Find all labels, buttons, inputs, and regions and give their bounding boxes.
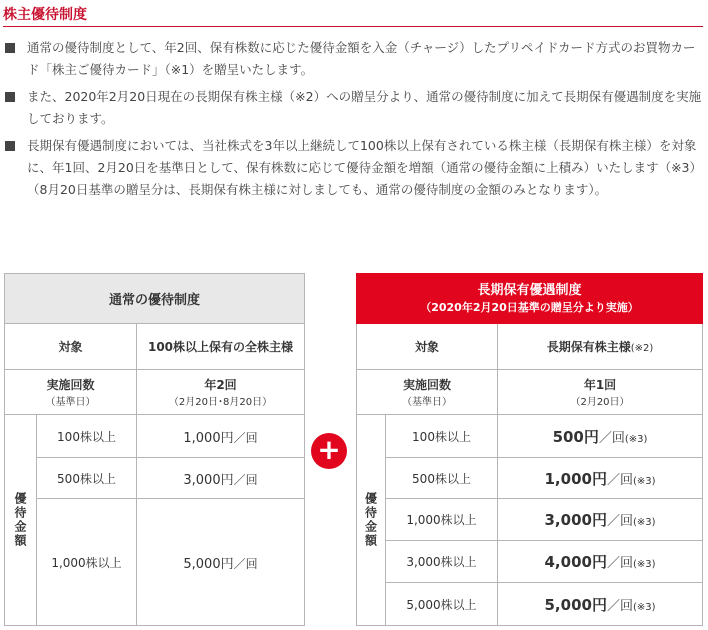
amount-unit: ／回: [233, 472, 258, 487]
long-term-header-sub: （2020年2月20日基準の贈呈分より実施）: [420, 300, 639, 314]
amount-cell: [498, 583, 703, 626]
bullet-item: [3, 135, 703, 201]
amount-value: 4,000円: [544, 553, 607, 571]
bullet-text: 通常の優待制度として、年2回、保有株数に応じた優待金額を入金（チャージ）したプリペイドカード方式のお買物カード「株主ご優待カード」（※1）を贈呈いたします。: [27, 40, 696, 77]
section-title: 株主優待制度: [3, 7, 87, 23]
bullet-item: [3, 86, 703, 130]
amount-cell: [498, 541, 703, 583]
shares-cell: 1,000株以上: [37, 499, 137, 626]
frequency-value: [498, 370, 703, 415]
frequency-label-text: 実施回数: [402, 378, 451, 392]
shares-cell: 3,000株以上: [386, 541, 498, 583]
square-bullet-icon: [5, 43, 15, 53]
amount-value: 5,000円: [183, 556, 234, 572]
square-bullet-icon: [5, 92, 15, 102]
amount-unit: ／回: [233, 556, 258, 571]
frequency-value-text: 年2回: [204, 378, 237, 392]
shares-cell: 500株以上: [386, 458, 498, 499]
frequency-value-sub: （2月20日･8月20日）: [168, 397, 273, 408]
target-value: 100株以上保有の全株主様: [137, 324, 305, 370]
target-value-text: 長期保有株主様: [546, 340, 631, 354]
benefit-amount-side-label: [357, 415, 386, 626]
long-term-program-header: [357, 274, 703, 324]
amount-note: (※3): [632, 601, 656, 613]
target-label: 対象: [5, 324, 137, 370]
plus-icon: +: [311, 433, 347, 469]
side-label-text: 優待金額: [13, 492, 27, 548]
amount-value: 500円: [552, 427, 599, 446]
amount-note: (※3): [632, 475, 656, 487]
target-note: (※2): [630, 343, 654, 354]
frequency-value-text: 年1回: [583, 378, 617, 392]
frequency-label-sub: （基準日）: [402, 397, 452, 408]
amount-note: (※3): [624, 433, 648, 445]
amount-cell: [498, 499, 703, 541]
amount-cell: [498, 415, 703, 458]
amount-note: (※3): [632, 517, 656, 528]
amount-value: 1,000円: [183, 430, 234, 446]
shares-cell: 5,000株以上: [386, 583, 498, 626]
target-label: 対象: [357, 324, 498, 370]
frequency-label-text: 実施回数: [46, 378, 95, 392]
amount-value: 5,000円: [544, 595, 607, 614]
amount-unit: ／回: [233, 430, 258, 445]
long-term-program-table: [356, 273, 703, 626]
amount-value: 1,000円: [544, 469, 607, 488]
amount-unit: ／回: [606, 598, 633, 614]
amount-cell: [137, 415, 305, 458]
target-value: [498, 324, 703, 370]
amount-unit: ／回: [598, 430, 625, 446]
bullet-item: [3, 37, 703, 81]
amount-unit: ／回: [606, 556, 633, 571]
amount-note: (※3): [632, 559, 656, 570]
frequency-label-sub: （基準日）: [45, 397, 96, 408]
shares-cell: 100株以上: [386, 415, 498, 458]
amount-cell: [137, 458, 305, 499]
bullet-text: 長期保有優遇制度においては、当社株式を3年以上継続して100株以上保有されている株主様（長期保有株主様）を対象に、年1回、2月20日を基準日として、保有株数に応じて優待金額を増額（通常の優待金額に上積み）いたします（※3）（8月20日基準の贈呈分は、長期保有株主様に対しましても、通常の優待制度の金額のみとなります）。: [27, 138, 702, 197]
amount-unit: ／回: [606, 514, 633, 529]
shares-cell: 100株以上: [37, 415, 137, 458]
amount-value: 3,000円: [183, 472, 234, 488]
amount-unit: ／回: [606, 472, 633, 488]
frequency-label: [5, 370, 137, 415]
bullet-list: [3, 37, 703, 206]
shares-cell: 500株以上: [37, 458, 137, 499]
amount-cell: [498, 458, 703, 499]
normal-program-header: 通常の優待制度: [5, 274, 305, 324]
shares-cell: 1,000株以上: [386, 499, 498, 541]
benefit-amount-side-label: [5, 415, 37, 626]
normal-program-table: [4, 273, 305, 626]
bullet-text: また、2020年2月20日現在の長期保有株主様（※2）への贈呈分より、通常の優待制度に加えて長期保有優遇制度を実施しております。: [27, 89, 702, 126]
long-term-header-title: 長期保有優遇制度: [477, 282, 582, 298]
amount-cell: [137, 499, 305, 626]
side-label-text: 優待金額: [363, 492, 378, 548]
frequency-value: [137, 370, 305, 415]
frequency-value-sub: （2月20日）: [570, 397, 630, 408]
frequency-label: [357, 370, 498, 415]
square-bullet-icon: [5, 141, 15, 151]
amount-value: 3,000円: [544, 511, 607, 529]
title-divider: [3, 26, 703, 27]
